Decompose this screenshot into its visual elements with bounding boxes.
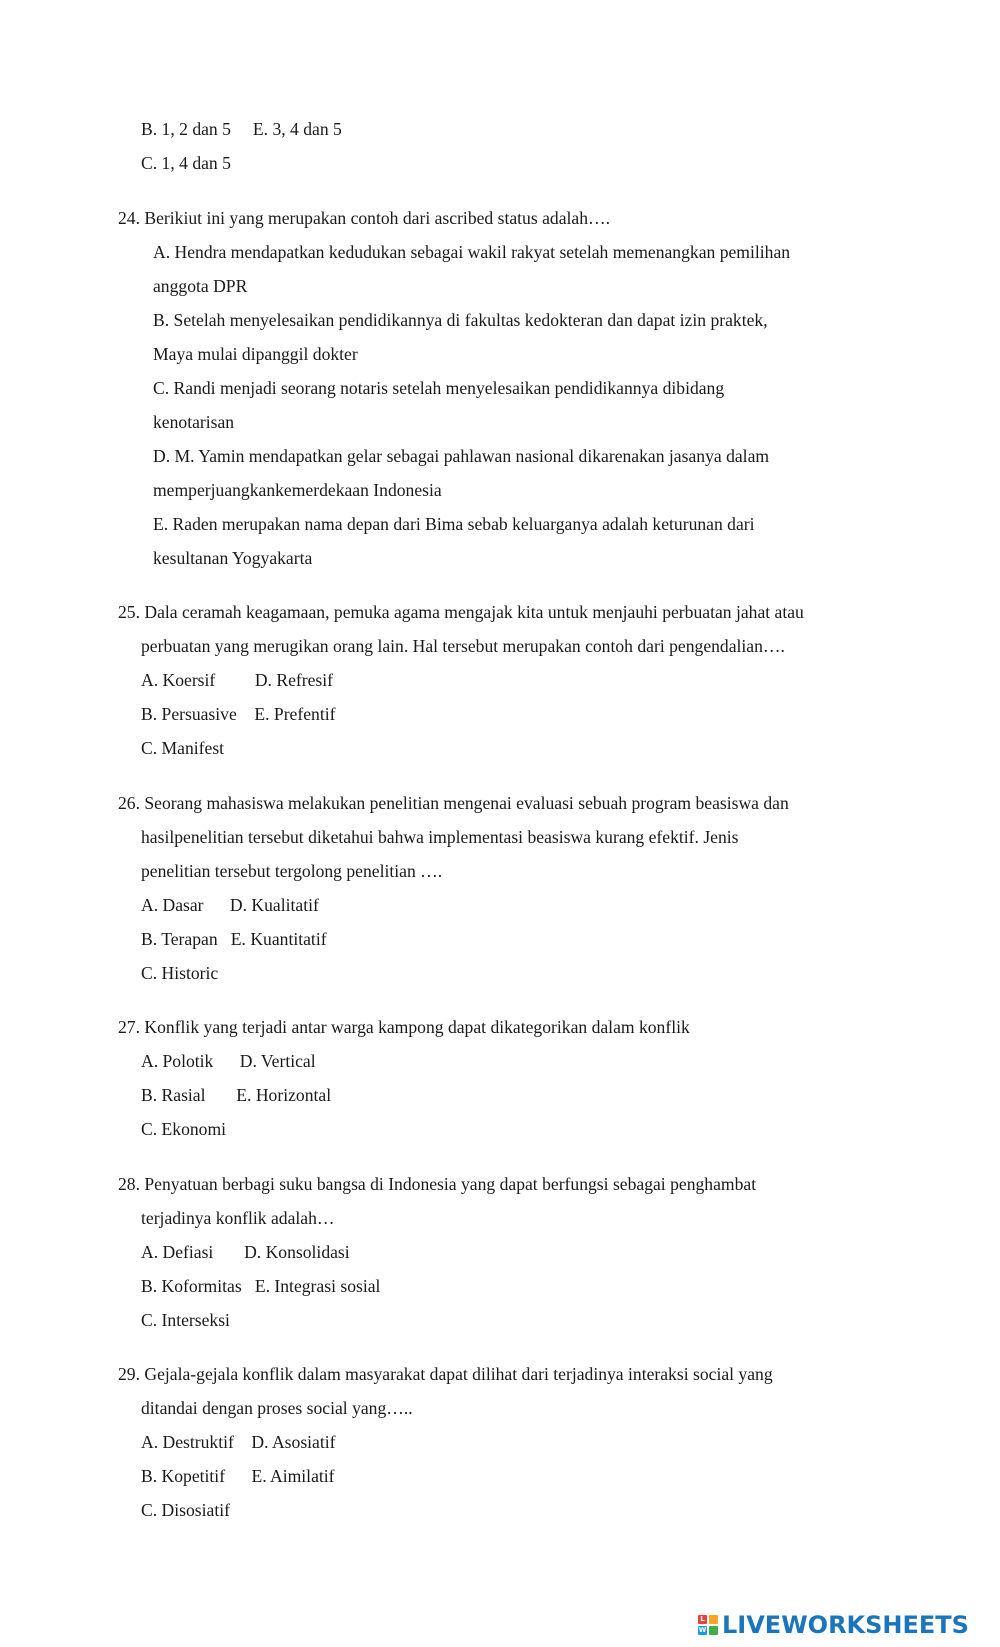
text-line: C. Interseksi [141,1310,230,1330]
question-27: 27. Konflik yang terjadi antar warga kampong dapat dikategorikan dalam konflik [118,1017,690,1037]
text-line: B. Rasial E. Horizontal [141,1085,332,1105]
text-line: B. Persuasive E. Prefentif [141,704,336,724]
text-line: A. Koersif D. Refresif [141,670,334,690]
text-line: C. 1, 4 dan 5 [141,153,231,173]
logo-block-letter: W [698,1626,707,1634]
text-line: ditandai dengan proses social yang….. [141,1398,413,1418]
text-line: penelitian tersebut tergolong penelitian …. [141,861,443,881]
text-line: A. Destruktif D. Asosiatif [141,1432,336,1452]
text-line: B. Kopetitif E. Aimilatif [141,1466,335,1486]
text-line: A. Hendra mendapatkan kedudukan sebagai wakil rakyat setelah memenangkan pemilihan [153,242,791,262]
text-line: B. Koformitas E. Integrasi sosial [141,1276,381,1296]
question-24: 24. Berikiut ini yang merupakan contoh dari ascribed status adalah…. [118,208,610,228]
liveworksheets-logo [698,1610,969,1640]
text-line: C. Historic [141,963,219,983]
text-line: C. Ekonomi [141,1119,227,1139]
text-line: B. Setelah menyelesaikan pendidikannya di fakultas kedokteran dan dapat izin praktek, [153,310,768,330]
text-line: A. Defiasi D. Konsolidasi [141,1242,350,1262]
text-line: perbuatan yang merugikan orang lain. Hal tersebut merupakan contoh dari pengendalian…. [141,636,785,656]
logo-text: LIVEWORKSHEETS [722,1611,969,1639]
text-line: kesultanan Yogyakarta [153,548,313,568]
question-29: 29. Gejala-gejala konflik dalam masyarakat dapat dilihat dari terjadinya interaksi social yang [118,1364,773,1384]
text-line: C. Disosiatif [141,1500,230,1520]
text-line: kenotarisan [153,412,235,432]
text-line: C. Manifest [141,738,225,758]
text-line: memperjuangkankemerdekaan Indonesia [153,480,442,500]
question-28: 28. Penyatuan berbagi suku bangsa di Indonesia yang dapat berfungsi sebagai penghambat [118,1174,757,1194]
question-26: 26. Seorang mahasiswa melakukan penelitian mengenai evaluasi sebuah program beasiswa dan [118,793,789,813]
text-line: terjadinya konflik adalah… [141,1208,335,1228]
question-25: 25. Dala ceramah keagamaan, pemuka agama mengajak kita untuk menjauhi perbuatan jahat atau [118,602,804,622]
text-line: D. M. Yamin mendapatkan gelar sebagai pahlawan nasional dikarenakan jasanya dalam [153,446,770,466]
text-line: C. Randi menjadi seorang notaris setelah menyelesaikan pendidikannya dibidang [153,378,725,398]
logo-block-letter: L [698,1615,707,1624]
text-line: B. 1, 2 dan 5 E. 3, 4 dan 5 [141,119,342,139]
text-line: anggota DPR [153,276,248,296]
text-line: B. Terapan E. Kuantitatif [141,929,327,949]
logo-block [709,1615,718,1624]
text-line: Maya mulai dipanggil dokter [153,344,358,364]
text-line: A. Dasar D. Kualitatif [141,895,319,915]
logo-block [709,1626,718,1635]
logo-blocks-icon [698,1615,718,1635]
text-line: hasilpenelitian tersebut diketahui bahwa implementasi beasiswa kurang efektif. Jenis [141,827,739,847]
text-line: A. Polotik D. Vertical [141,1051,316,1071]
text-line: E. Raden merupakan nama depan dari Bima sebab keluarganya adalah keturunan dari [153,514,755,534]
